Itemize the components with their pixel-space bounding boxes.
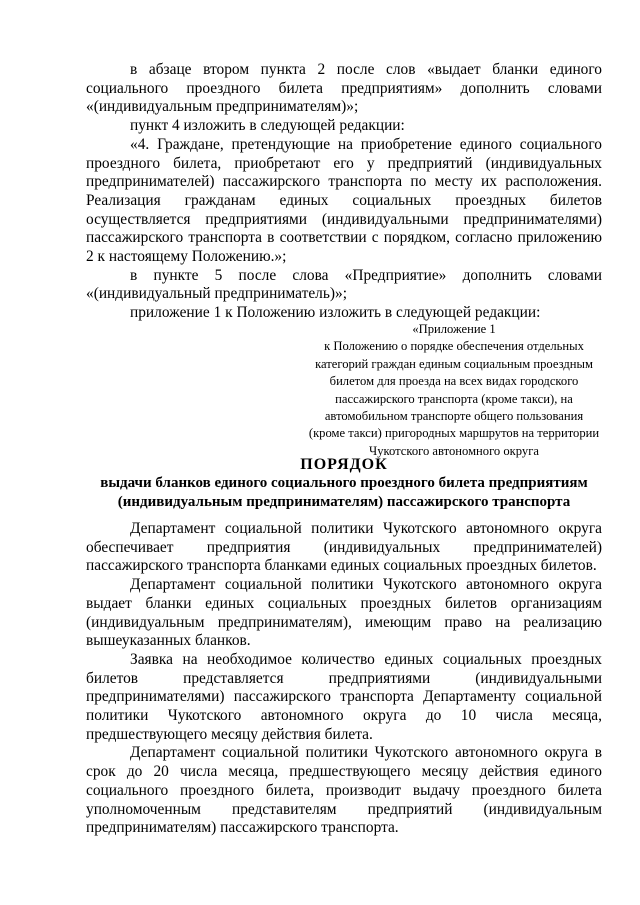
- annex-line: пассажирского транспорта (кроме такси), на: [335, 391, 573, 406]
- amendments-section: [86, 61, 602, 323]
- amendment-paragraph: приложение 1 к Положению изложить в следующей редакции:: [130, 304, 541, 322]
- title-line: (индивидуальным предпринимателям) пассажирского транспорта: [117, 493, 571, 510]
- procedure-section: [86, 520, 602, 838]
- annex-line: билетом для проезда на всех видах городского: [329, 374, 579, 389]
- annex-header: [292, 321, 616, 460]
- annex-line: (кроме такси) пригородных маршрутов на территории: [308, 426, 600, 441]
- amendment-paragraph: в пункте 5 после слова «Предприятие» дополнить словами «(индивидуальный предприниматель)»;: [86, 266, 602, 303]
- title-main: ПОРЯДОК: [300, 456, 388, 473]
- procedure-paragraph: Департамент социальной политики Чукотского автономного округа обеспечивает предприятия (индивидуальных предпринимателей) пассажирского транспорта бланками единых социальных проездных билетов.: [86, 520, 602, 575]
- procedure-paragraph: Заявка на необходимое количество единых социальных проездных билетов представляется предприятиями (индивидуальными предпринимателями) пассажирского транспорта Департаменту социальной политики Чукотского автономного округа до 10 числа месяца, предшествующего месяцу действия билета.: [86, 650, 602, 743]
- amendment-paragraph: в абзаце втором пункта 2 после слов «выдает бланки единого социального проездного билета предприятиям» дополнить словами «(индивидуальным предпринимателям)»;: [86, 61, 602, 116]
- procedure-paragraph: Департамент социальной политики Чукотского автономного округа в срок до 20 числа месяца, предшествующего месяцу действия единого социального проездного билета, производит выдачу проездного билета уполномоченным представителям предприятий (индивидуальным предпринимателям) пассажирского транспорта.: [86, 744, 602, 837]
- annex-line: категорий граждан единым социальным проездным: [315, 356, 593, 371]
- annex-line: автомобильном транспорте общего пользования: [324, 409, 584, 424]
- annex-line: к Положению о порядке обеспечения отдельных: [324, 339, 584, 354]
- amendment-paragraph: пункт 4 изложить в следующей редакции:: [130, 117, 405, 135]
- annex-line: «Приложение 1: [412, 322, 496, 336]
- amendment-paragraph: «4. Граждане, претендующие на приобретение единого социального проездного билета, приобретают его у предприятий (индивидуальных предпринимателей) пассажирского транспорта по месту их расположения. Реализация гражданам единых социальных проездных билетов осуществляется предприятиями (индивидуальными предпринимателями) пассажирского транспорта в соответствии с порядком, согласно приложению 2 к настоящему Положению.»;: [86, 135, 602, 266]
- annex-line: Чукотского автономного округа: [369, 443, 539, 458]
- procedure-title: [86, 455, 602, 511]
- procedure-paragraph: Департамент социальной политики Чукотского автономного округа выдает бланки единых социальных проездных билетов организациям (индивидуальным предпринимателям), имеющим право на реализацию вышеуказанных бланков.: [86, 576, 602, 650]
- title-line: выдачи бланков единого социального проездного билета предприятиям: [100, 475, 588, 491]
